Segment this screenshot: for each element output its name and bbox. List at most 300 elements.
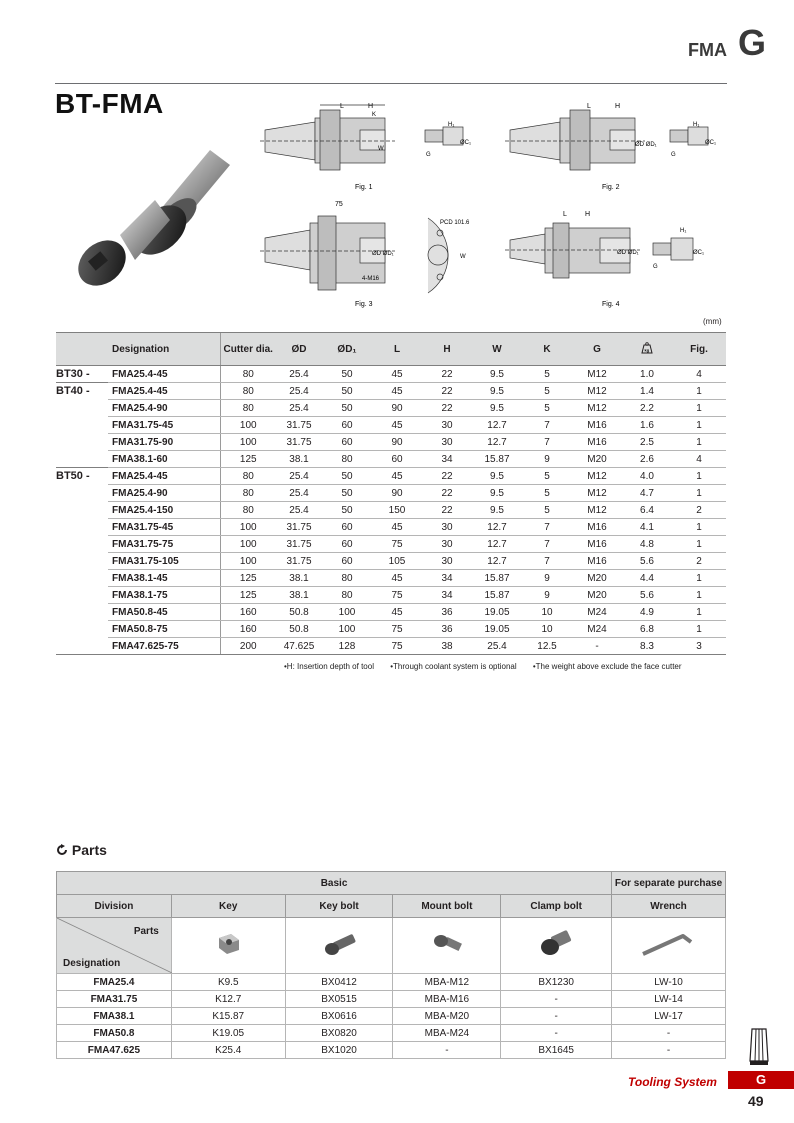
spec-cell: 9.5 xyxy=(472,502,522,519)
clamp-bolt-image xyxy=(501,918,612,974)
spec-cell: 90 xyxy=(372,434,422,451)
spec-cell: M16 xyxy=(572,434,622,451)
designation-cell: FMA25.4-45 xyxy=(108,468,220,485)
spec-cell: 50 xyxy=(322,383,372,400)
refresh-arrow-icon xyxy=(56,844,68,856)
figure-2-caption: Fig. 2 xyxy=(602,184,620,191)
spec-cell: M16 xyxy=(572,519,622,536)
parts-row xyxy=(57,1025,726,1042)
spec-cell: 25.4 xyxy=(276,485,322,502)
spec-cell: 19.05 xyxy=(472,621,522,638)
spec-cell: 9 xyxy=(522,587,572,604)
spec-cell: 22 xyxy=(422,366,472,383)
spec-row xyxy=(56,451,726,468)
spec-cell: 25.4 xyxy=(276,400,322,417)
series-label xyxy=(56,502,108,519)
spec-cell: 34 xyxy=(422,451,472,468)
spec-cell: 22 xyxy=(422,485,472,502)
spec-cell: 4.0 xyxy=(622,468,672,485)
spec-cell: M12 xyxy=(572,468,622,485)
figure-2-drawing xyxy=(505,100,727,195)
series-label xyxy=(56,638,108,655)
spec-cell: 12.7 xyxy=(472,519,522,536)
parts-designation-cell: FMA47.625 xyxy=(57,1042,172,1059)
spec-row xyxy=(56,519,726,536)
spec-cell: 1.4 xyxy=(622,383,672,400)
spec-cell: 30 xyxy=(422,434,472,451)
series-label xyxy=(56,485,108,502)
spec-cell: 1 xyxy=(672,519,726,536)
spec-cell: 128 xyxy=(322,638,372,655)
spec-row xyxy=(56,366,726,383)
footer-section-tab: G xyxy=(728,1071,794,1089)
spec-row xyxy=(56,400,726,417)
parts-cell: K12.7 xyxy=(171,991,285,1008)
spec-cell: 1 xyxy=(672,536,726,553)
parts-cell: MBA-M12 xyxy=(393,974,501,991)
spec-cell: 6.8 xyxy=(622,621,672,638)
parts-cell: K19.05 xyxy=(171,1025,285,1042)
fig2-dim-h: H xyxy=(615,103,621,110)
spec-cell: M20 xyxy=(572,451,622,468)
spec-cell: 7 xyxy=(522,434,572,451)
figure-3-caption: Fig. 3 xyxy=(355,301,373,308)
spec-cell: 50 xyxy=(322,502,372,519)
spec-table xyxy=(56,332,726,655)
spec-cell: 22 xyxy=(422,468,472,485)
header-h: H xyxy=(422,333,472,366)
fig4-dim-h1: H₁ xyxy=(680,228,687,234)
header-fig: Fig. xyxy=(672,333,726,366)
spec-row xyxy=(56,468,726,485)
col-key: Key xyxy=(171,895,285,918)
spec-cell: 1.6 xyxy=(622,417,672,434)
spec-cell: 80 xyxy=(322,587,372,604)
fig2-dim-d: ØD ØD₁ xyxy=(635,142,657,148)
spec-cell: 4.7 xyxy=(622,485,672,502)
spec-cell: 80 xyxy=(322,570,372,587)
spec-row xyxy=(56,502,726,519)
spec-cell: 45 xyxy=(372,604,422,621)
spec-row xyxy=(56,536,726,553)
fig3-dim-75: 75 xyxy=(335,201,343,208)
spec-cell: 80 xyxy=(220,383,276,400)
figure-1-caption: Fig. 1 xyxy=(355,184,373,191)
spec-cell: 1 xyxy=(672,383,726,400)
spec-cell: 45 xyxy=(372,570,422,587)
spec-cell: 9.5 xyxy=(472,485,522,502)
dim-c1: ØC₁ xyxy=(460,140,472,146)
header-w: W xyxy=(472,333,522,366)
key-icon xyxy=(213,930,243,958)
series-label xyxy=(56,417,108,434)
spec-cell: 19.05 xyxy=(472,604,522,621)
spec-cell: 45 xyxy=(372,417,422,434)
spec-cell: 30 xyxy=(422,553,472,570)
parts-table xyxy=(56,871,726,1059)
spec-cell: 12.7 xyxy=(472,434,522,451)
corner-parts-label: Parts xyxy=(133,926,159,937)
spec-cell: 31.75 xyxy=(276,417,322,434)
spec-cell: 5 xyxy=(522,366,572,383)
parts-cell: K9.5 xyxy=(171,974,285,991)
spec-cell: 3 xyxy=(672,638,726,655)
header-designation: Designation xyxy=(108,333,220,366)
spec-cell: 6.4 xyxy=(622,502,672,519)
spec-cell: M12 xyxy=(572,366,622,383)
svg-text:kg: kg xyxy=(644,347,650,352)
parts-cell: BX1020 xyxy=(285,1042,393,1059)
figure-3-drawing xyxy=(260,198,485,310)
designation-cell: FMA31.75-75 xyxy=(108,536,220,553)
spec-cell: 30 xyxy=(422,417,472,434)
header-weight xyxy=(622,333,672,366)
header-blank xyxy=(56,333,108,366)
spec-cell: 1 xyxy=(672,485,726,502)
spec-cell: 125 xyxy=(220,451,276,468)
section-letter: G xyxy=(738,22,767,63)
parts-cell: BX0820 xyxy=(285,1025,393,1042)
parts-cell: BX0515 xyxy=(285,991,393,1008)
spec-cell: 31.75 xyxy=(276,434,322,451)
parts-basic-header: Basic xyxy=(57,872,612,895)
parts-cell: - xyxy=(612,1042,726,1059)
designation-cell: FMA31.75-105 xyxy=(108,553,220,570)
spec-cell: 22 xyxy=(422,400,472,417)
spec-cell: 1 xyxy=(672,400,726,417)
fig4-dim-c1: ØC₁ xyxy=(693,250,705,256)
header-d1: ØD₁ xyxy=(322,333,372,366)
designation-cell: FMA50.8-45 xyxy=(108,604,220,621)
parts-cell: - xyxy=(612,1025,726,1042)
spec-cell: 1.0 xyxy=(622,366,672,383)
spec-cell: 1 xyxy=(672,587,726,604)
spec-cell: 100 xyxy=(220,519,276,536)
spec-cell: M16 xyxy=(572,417,622,434)
spec-cell: 12.5 xyxy=(522,638,572,655)
spec-cell: 2.2 xyxy=(622,400,672,417)
spec-row xyxy=(56,604,726,621)
spec-cell: 31.75 xyxy=(276,536,322,553)
section-code: FMA xyxy=(688,40,727,60)
spec-cell: 7 xyxy=(522,417,572,434)
spec-cell: 31.75 xyxy=(276,519,322,536)
spec-cell: 50.8 xyxy=(276,604,322,621)
dim-h1: H₁ xyxy=(448,122,455,128)
spec-cell: 60 xyxy=(322,536,372,553)
key-image xyxy=(171,918,285,974)
parts-cell: - xyxy=(501,991,612,1008)
parts-cell: K15.87 xyxy=(171,1008,285,1025)
parts-heading xyxy=(56,842,107,858)
spec-cell: 4.8 xyxy=(622,536,672,553)
designation-cell: FMA31.75-90 xyxy=(108,434,220,451)
spec-cell: 80 xyxy=(220,502,276,519)
spec-cell: 100 xyxy=(220,434,276,451)
spec-cell: 38.1 xyxy=(276,587,322,604)
designation-cell: FMA25.4-90 xyxy=(108,485,220,502)
spec-cell: 7 xyxy=(522,536,572,553)
spec-cell: 34 xyxy=(422,587,472,604)
parts-image-row xyxy=(57,918,726,974)
spec-cell: 5 xyxy=(522,400,572,417)
dim-k: K xyxy=(372,112,377,118)
col-key-bolt: Key bolt xyxy=(285,895,393,918)
series-label xyxy=(56,519,108,536)
parts-row xyxy=(57,1008,726,1025)
spec-cell: 1 xyxy=(672,468,726,485)
spec-cell: 12.7 xyxy=(472,417,522,434)
parts-cell: K25.4 xyxy=(171,1042,285,1059)
spec-cell: 5 xyxy=(522,502,572,519)
fig4-dim-l: L xyxy=(563,211,567,218)
table-notes xyxy=(284,662,682,671)
designation-cell: FMA38.1-60 xyxy=(108,451,220,468)
spec-cell: 4.4 xyxy=(622,570,672,587)
series-label xyxy=(56,570,108,587)
dim-g: G xyxy=(426,152,431,158)
parts-designation-cell: FMA38.1 xyxy=(57,1008,172,1025)
key-bolt-icon xyxy=(319,930,359,958)
spec-cell: M12 xyxy=(572,383,622,400)
fig4-dim-h: H xyxy=(585,211,591,218)
header-k: K xyxy=(522,333,572,366)
figure-4-caption: Fig. 4 xyxy=(602,301,620,308)
spec-row xyxy=(56,485,726,502)
spec-cell: 100 xyxy=(220,553,276,570)
footer-tooling-system: Tooling System xyxy=(628,1075,717,1089)
spec-cell: 45 xyxy=(372,468,422,485)
spec-cell: 22 xyxy=(422,383,472,400)
spec-cell: 90 xyxy=(372,400,422,417)
corner-designation-label: Designation xyxy=(63,958,121,969)
spec-cell: 60 xyxy=(372,451,422,468)
weight-icon xyxy=(639,342,655,354)
col-mount-bolt: Mount bolt xyxy=(393,895,501,918)
spec-cell: 150 xyxy=(372,502,422,519)
spec-cell: M20 xyxy=(572,570,622,587)
spec-cell: 30 xyxy=(422,519,472,536)
spec-cell: 50 xyxy=(322,468,372,485)
designation-cell: FMA38.1-45 xyxy=(108,570,220,587)
spec-cell: 1 xyxy=(672,621,726,638)
series-label xyxy=(56,587,108,604)
note-coolant: •Through coolant system is optional xyxy=(390,662,517,671)
parts-group-row xyxy=(57,872,726,895)
parts-row xyxy=(57,974,726,991)
fig3-dim-w: W xyxy=(460,254,466,260)
parts-cell: - xyxy=(393,1042,501,1059)
spec-cell: 38.1 xyxy=(276,451,322,468)
spec-cell: 9 xyxy=(522,451,572,468)
spec-cell: 25.4 xyxy=(472,638,522,655)
spec-row xyxy=(56,587,726,604)
designation-cell: FMA47.625-75 xyxy=(108,638,220,655)
unit-label: (mm) xyxy=(703,317,722,326)
spec-row xyxy=(56,638,726,655)
parts-row xyxy=(57,1042,726,1059)
spec-cell: 5.6 xyxy=(622,587,672,604)
spec-row xyxy=(56,621,726,638)
header-cutter-dia: Cutter dia. xyxy=(220,333,276,366)
spec-cell: 50 xyxy=(322,400,372,417)
spec-cell: 12.7 xyxy=(472,536,522,553)
spec-cell: 2.6 xyxy=(622,451,672,468)
mount-bolt-image xyxy=(393,918,501,974)
spec-cell: 4.9 xyxy=(622,604,672,621)
spec-cell: 7 xyxy=(522,519,572,536)
col-clamp-bolt: Clamp bolt xyxy=(501,895,612,918)
spec-cell: 1 xyxy=(672,434,726,451)
designation-cell: FMA25.4-45 xyxy=(108,383,220,400)
spec-cell: 60 xyxy=(322,553,372,570)
fig2-dim-g: G xyxy=(671,152,676,158)
parts-cell: - xyxy=(501,1025,612,1042)
collet-icon xyxy=(748,1027,770,1067)
fig3-dim-d: ØD ØD₁ xyxy=(372,251,394,257)
parts-designation-cell: FMA31.75 xyxy=(57,991,172,1008)
spec-cell: 75 xyxy=(372,536,422,553)
spec-cell: 60 xyxy=(322,434,372,451)
spec-cell: 1 xyxy=(672,570,726,587)
spec-cell: 10 xyxy=(522,621,572,638)
fig4-dim-g: G xyxy=(653,264,658,270)
fig3-dim-m16: 4-M16 xyxy=(362,276,380,282)
parts-title: Parts xyxy=(71,842,107,858)
fig3-dim-pcd: PCD 101.6 xyxy=(440,220,470,226)
fig2-dim-l: L xyxy=(587,103,591,110)
spec-cell: 1 xyxy=(672,417,726,434)
parts-cell: MBA-M24 xyxy=(393,1025,501,1042)
fig2-dim-c1: ØC₁ xyxy=(705,140,717,146)
spec-cell: 50.8 xyxy=(276,621,322,638)
series-label: BT50 - xyxy=(56,470,90,483)
spec-cell: 7 xyxy=(522,553,572,570)
parts-cell: - xyxy=(501,1008,612,1025)
spec-cell: 60 xyxy=(322,519,372,536)
header-divider xyxy=(55,83,727,84)
spec-cell: 125 xyxy=(220,570,276,587)
spec-cell: 60 xyxy=(322,417,372,434)
col-wrench: Wrench xyxy=(612,895,726,918)
clamp-bolt-icon xyxy=(536,929,576,959)
fig4-dim-d: ØD ØD₁ xyxy=(617,250,639,256)
spec-cell: 80 xyxy=(322,451,372,468)
spec-cell: 38 xyxy=(422,638,472,655)
spec-cell: 47.625 xyxy=(276,638,322,655)
spec-cell: 4 xyxy=(672,451,726,468)
designation-cell: FMA25.4-150 xyxy=(108,502,220,519)
mount-bolt-icon xyxy=(427,930,467,958)
spec-cell: 80 xyxy=(220,400,276,417)
page-number: 49 xyxy=(748,1093,764,1109)
spec-cell: 80 xyxy=(220,468,276,485)
spec-cell: 25.4 xyxy=(276,383,322,400)
series-label xyxy=(56,434,108,451)
note-insertion: •H: Insertion depth of tool xyxy=(284,662,374,671)
spec-cell: 160 xyxy=(220,604,276,621)
spec-cell: 100 xyxy=(220,536,276,553)
hex-wrench-icon xyxy=(639,930,699,958)
parts-designation-cell: FMA25.4 xyxy=(57,974,172,991)
figure-4-drawing xyxy=(505,198,727,310)
spec-cell: 100 xyxy=(322,604,372,621)
spec-cell: 2 xyxy=(672,553,726,570)
corner-cell xyxy=(57,918,172,974)
parts-column-row xyxy=(57,895,726,918)
spec-row xyxy=(56,553,726,570)
spec-cell: 8.3 xyxy=(622,638,672,655)
wrench-image xyxy=(612,918,726,974)
parts-cell: BX1230 xyxy=(501,974,612,991)
spec-cell: 15.87 xyxy=(472,587,522,604)
designation-cell: FMA25.4-90 xyxy=(108,400,220,417)
spec-cell: 12.7 xyxy=(472,553,522,570)
dim-l: L xyxy=(340,103,344,110)
figure-1-drawing xyxy=(260,100,485,195)
series-label xyxy=(56,536,108,553)
key-bolt-image xyxy=(285,918,393,974)
spec-cell: 36 xyxy=(422,621,472,638)
spec-cell: M16 xyxy=(572,536,622,553)
spec-cell: 5.6 xyxy=(622,553,672,570)
spec-cell: 25.4 xyxy=(276,468,322,485)
spec-cell: M24 xyxy=(572,621,622,638)
spec-cell: M20 xyxy=(572,587,622,604)
spec-cell: 25.4 xyxy=(276,502,322,519)
spec-cell: 75 xyxy=(372,587,422,604)
spec-cell: 200 xyxy=(220,638,276,655)
series-label xyxy=(56,604,108,621)
parts-cell: LW-14 xyxy=(612,991,726,1008)
spec-cell: M12 xyxy=(572,502,622,519)
series-label xyxy=(56,400,108,417)
designation-cell: FMA25.4-45 xyxy=(108,366,220,383)
spec-cell: 45 xyxy=(372,366,422,383)
series-label: BT40 - xyxy=(56,385,90,398)
header-l: L xyxy=(372,333,422,366)
spec-cell: 50 xyxy=(322,366,372,383)
page-title: BT-FMA xyxy=(55,88,164,119)
product-photo xyxy=(60,145,240,295)
spec-cell: 4.1 xyxy=(622,519,672,536)
spec-cell: 15.87 xyxy=(472,451,522,468)
designation-cell: FMA50.8-75 xyxy=(108,621,220,638)
spec-cell: 25.4 xyxy=(276,366,322,383)
spec-cell: 45 xyxy=(372,383,422,400)
spec-cell: 105 xyxy=(372,553,422,570)
spec-cell: 5 xyxy=(522,468,572,485)
parts-cell: MBA-M16 xyxy=(393,991,501,1008)
spec-cell: M12 xyxy=(572,400,622,417)
parts-separate-header: For separate purchase xyxy=(612,872,726,895)
spec-cell: 22 xyxy=(422,502,472,519)
fig2-dim-h1: H₁ xyxy=(693,122,700,128)
series-label xyxy=(56,451,108,468)
spec-cell: 75 xyxy=(372,621,422,638)
dim-h: H xyxy=(368,103,374,110)
parts-cell: LW-17 xyxy=(612,1008,726,1025)
col-division: Division xyxy=(57,895,172,918)
spec-row xyxy=(56,570,726,587)
spec-cell: 1 xyxy=(672,604,726,621)
note-weight: •The weight above exclude the face cutter xyxy=(532,662,682,671)
spec-cell: 80 xyxy=(220,366,276,383)
spec-cell: 80 xyxy=(220,485,276,502)
spec-cell: 160 xyxy=(220,621,276,638)
spec-cell: 9.5 xyxy=(472,383,522,400)
spec-cell: 5 xyxy=(522,485,572,502)
